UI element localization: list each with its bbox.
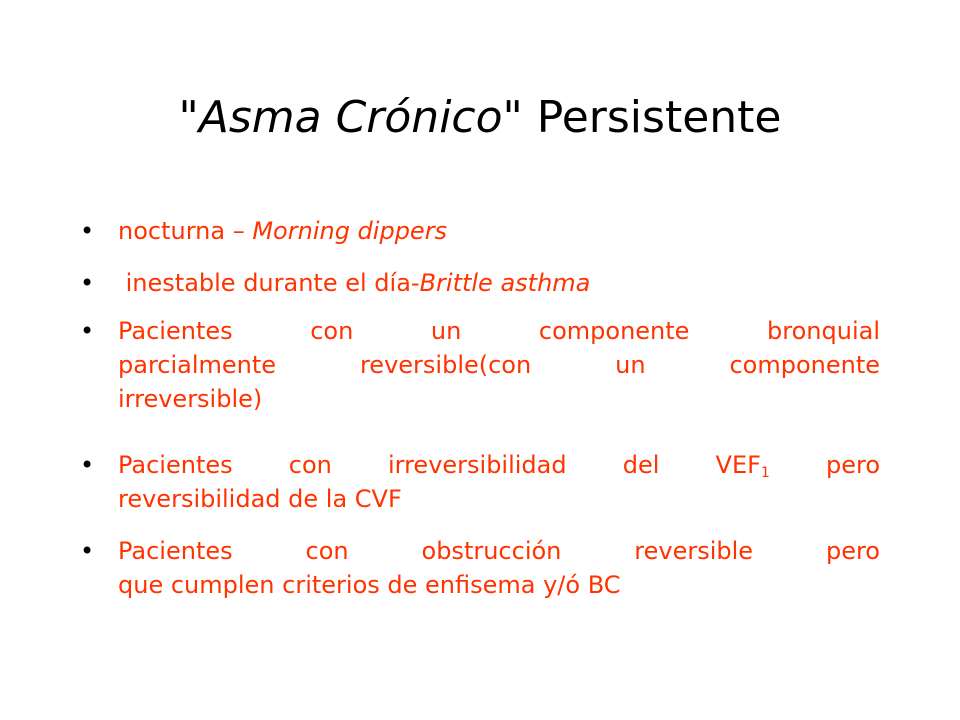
- bullet-marker: •: [80, 317, 95, 345]
- bullet-line: parcialmente reversible(con un componente: [118, 351, 880, 379]
- title-quoted-part: "Asma Crónico": [178, 92, 523, 143]
- bullet-marker: •: [80, 269, 95, 297]
- slide-title: [0, 88, 960, 148]
- bullet-subscript: 1: [760, 465, 770, 481]
- bullet-line: [118, 448, 880, 482]
- bullet-text: [118, 314, 880, 416]
- bullet-text-normal: inestable durante el día-: [118, 269, 420, 297]
- bullet-line: que cumplen criterios de enfisema y/ó BC: [118, 571, 621, 599]
- bullet-text-italic: Morning dippers: [252, 217, 448, 245]
- bullet-line: Pacientes con un componente bronquial: [118, 317, 880, 345]
- bullet-text: [118, 448, 880, 516]
- bullet-line: Pacientes con obstrucción reversible pero: [118, 537, 880, 565]
- bullet-text: [118, 534, 880, 602]
- bullet-line: irreversible): [118, 385, 263, 413]
- bullet-text-italic: Brittle asthma: [419, 269, 591, 297]
- title-rest: Persistente: [522, 92, 782, 143]
- bullet-text-vef: Pacientes con irreversibilidad del VEF: [118, 451, 761, 479]
- bullet-marker: •: [80, 451, 95, 479]
- bullet-text-normal: nocturna –: [118, 217, 253, 245]
- bullet-text: [118, 266, 880, 300]
- bullet-text: [118, 214, 880, 248]
- bullet-marker: •: [80, 217, 95, 245]
- bullet-text-pero: pero: [769, 451, 880, 479]
- bullet-marker: •: [80, 537, 95, 565]
- bullet-line: reversibilidad de la CVF: [118, 485, 402, 513]
